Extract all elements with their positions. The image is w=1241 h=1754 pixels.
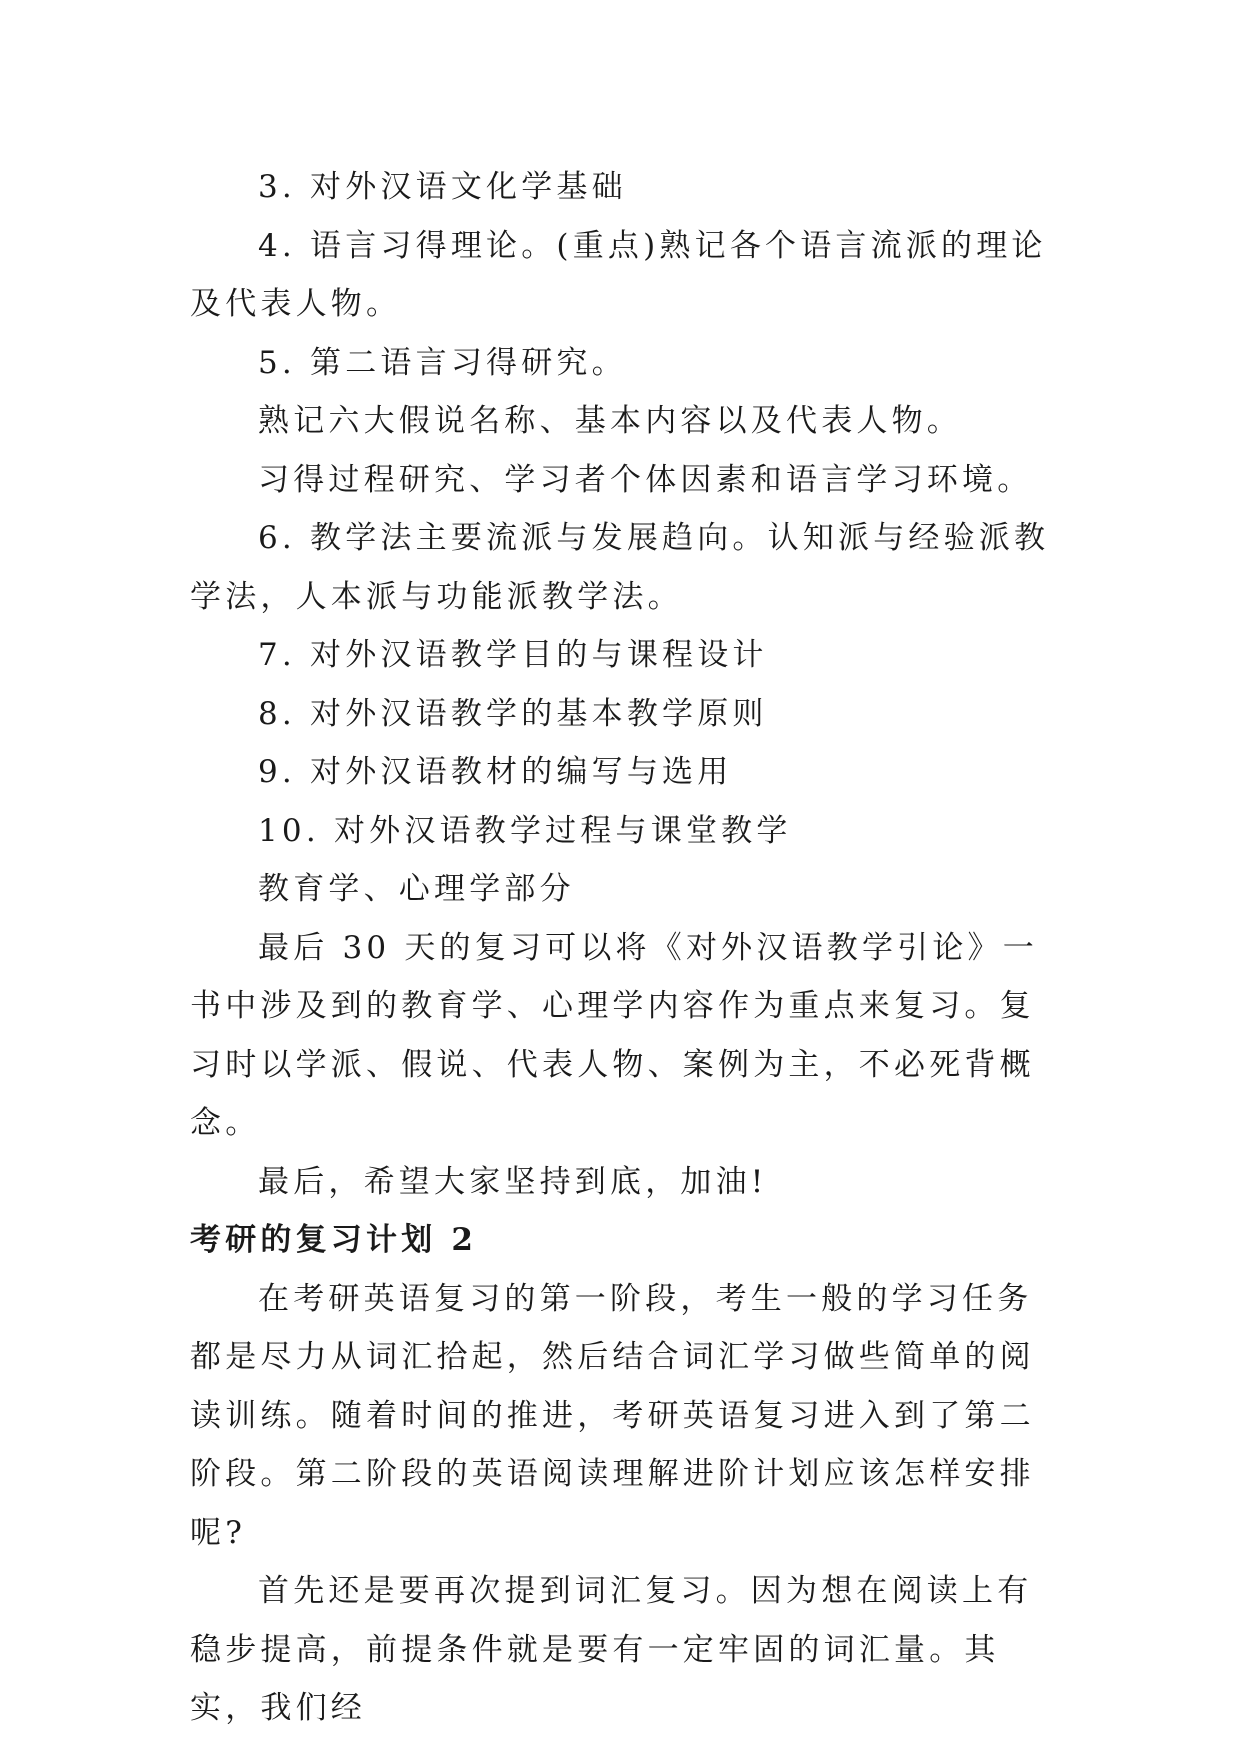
paragraph-item-6: 6. 教学法主要流派与发展趋向。认知派与经验派教学法，人本派与功能派教学法。: [190, 520, 1050, 615]
paragraph-item-5: 5. 第二语言习得研究。: [258, 344, 627, 381]
paragraph-item-3: 3. 对外汉语文化学基础: [258, 169, 627, 205]
paragraph-item-4: 4. 语言习得理论。(重点)熟记各个语言流派的理论及代表人物。: [190, 227, 1047, 322]
paragraph-item-9: 9. 对外汉语教材的编写与选用: [258, 754, 733, 790]
document-body: [190, 158, 1060, 1738]
paragraph-stage-two-intro: 在考研英语复习的第一阶段，考生一般的学习任务都是尽力从词汇拾起，然后结合词汇学习做些简单的阅读训练。随着时间的推进，考研英语复习进入到了第二阶段。第二阶段的英语阅读理解进阶计划应该怎样安排呢?: [190, 1280, 1035, 1551]
paragraph-item-7: 7. 对外汉语教学目的与课程设计: [258, 637, 768, 673]
paragraph-closing: 最后，希望大家坚持到底，加油!: [258, 1163, 768, 1200]
paragraph-last-30-days: 最后 30 天的复习可以将《对外汉语教学引论》一书中涉及到的教育学、心理学内容作为重点来复习。复习时以学派、假说、代表人物、案例为主，不必死背概念。: [190, 929, 1038, 1141]
paragraph-vocabulary-review: 首先还是要再次提到词汇复习。因为想在阅读上有稳步提高，前提条件就是要有一定牢固的词汇量。其实，我们经: [190, 1573, 1033, 1726]
section-title: 考研的复习计划 2: [190, 1222, 478, 1258]
paragraph-item-10: 10. 对外汉语教学过程与课堂教学: [258, 812, 792, 849]
paragraph-acquisition-process: 习得过程研究、学习者个体因素和语言学习环境。: [258, 461, 1033, 498]
paragraph-hypotheses: 熟记六大假说名称、基本内容以及代表人物。: [258, 403, 962, 439]
paragraph-item-8: 8. 对外汉语教学的基本教学原则: [258, 695, 768, 732]
paragraph-education-psychology: 教育学、心理学部分: [258, 871, 575, 907]
